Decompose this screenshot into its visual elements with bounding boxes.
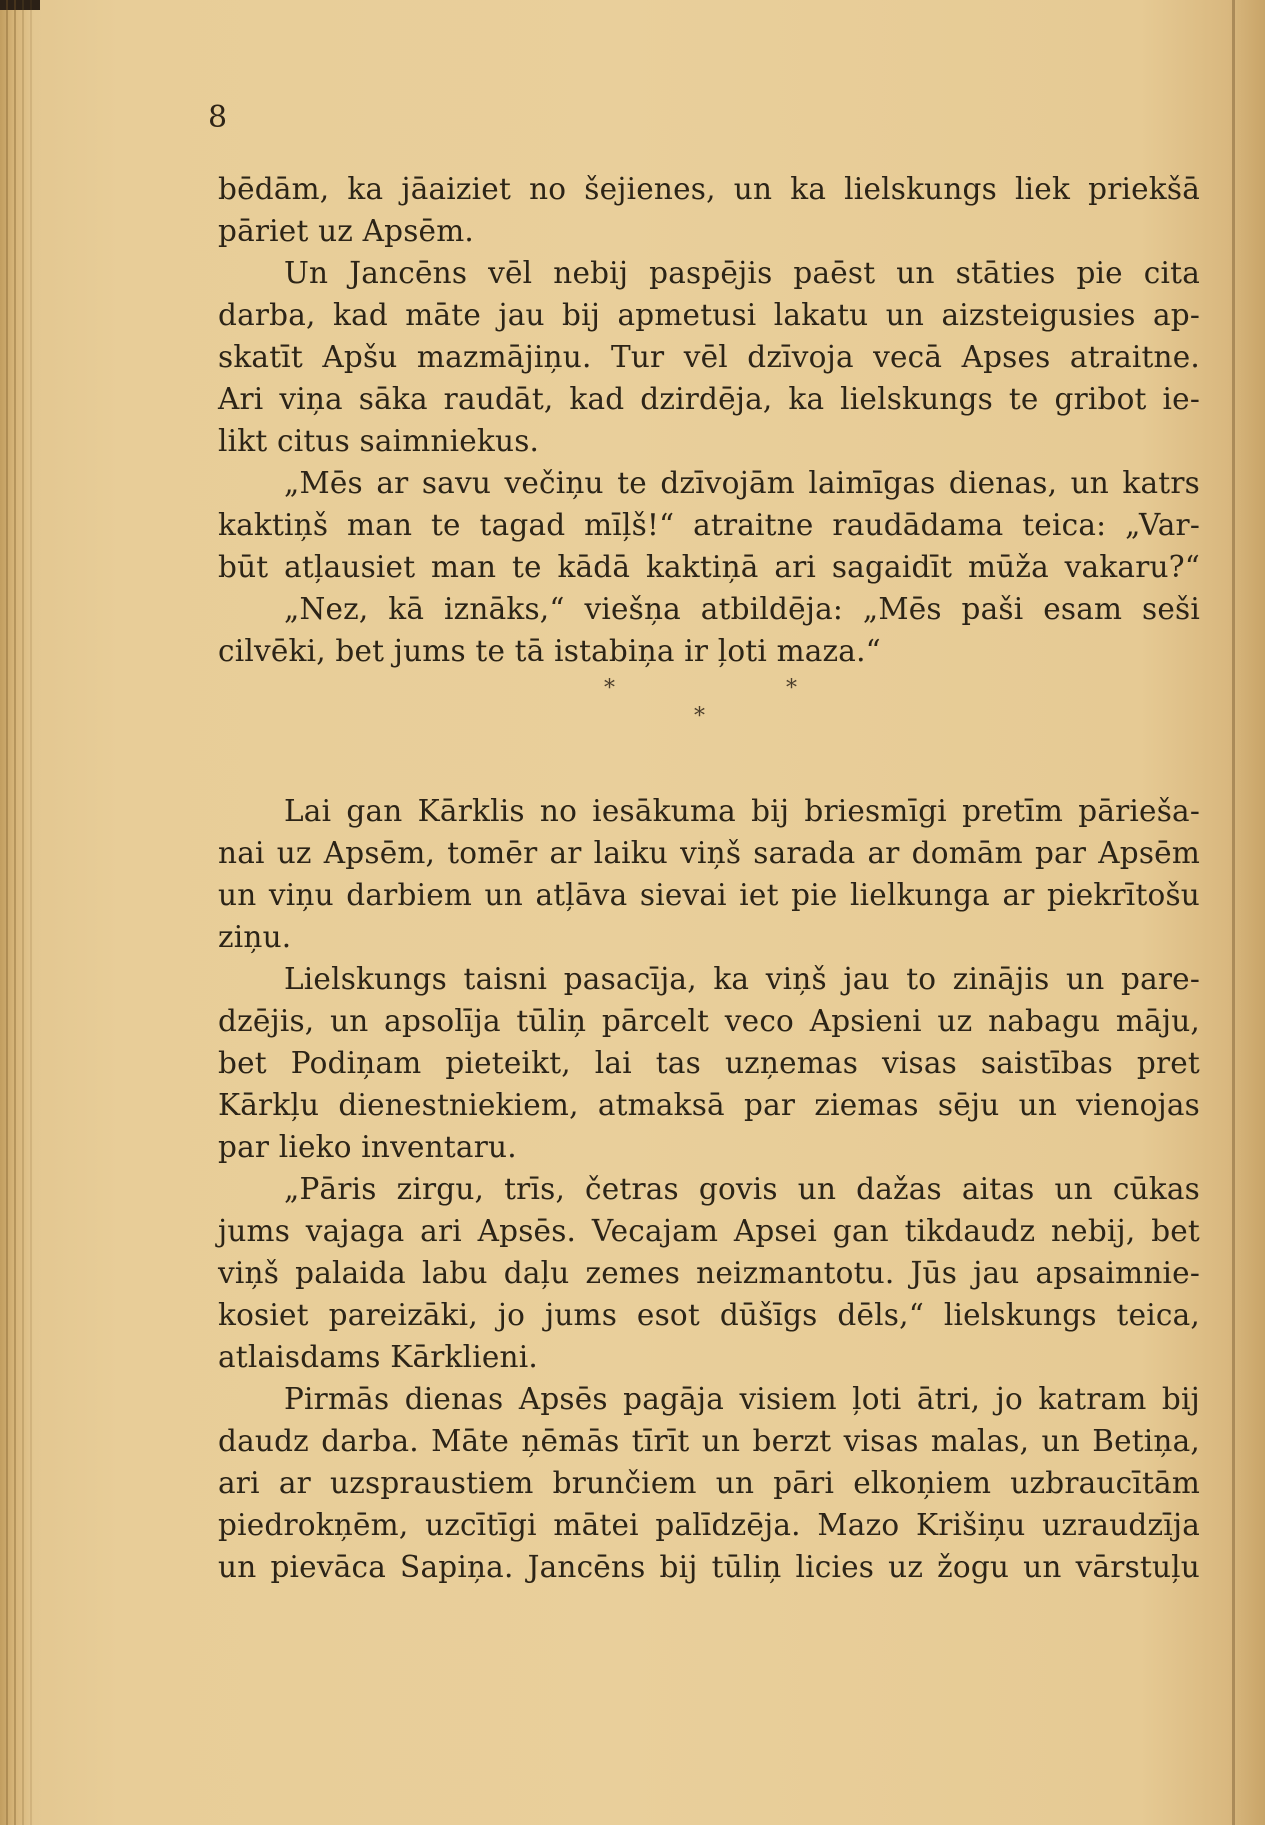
text-line: būt atļausiet man te kādā kaktiņā ari sagaidīt mūža vakaru?“	[218, 550, 1200, 584]
body-text	[218, 168, 1200, 1588]
text-line: pāriet uz Apsēm.	[218, 214, 474, 248]
text-line: kosiet pareizāki, jo jums esot dūšīgs dēls,“ lielskungs teica,	[218, 1298, 1200, 1332]
text-line: Lai gan Kārklis no iesākuma bij briesmīgi pretīm pārieša-	[284, 794, 1200, 828]
text-line: Un Jancēns vēl nebij paspējis paēst un stāties pie cita	[284, 256, 1200, 290]
text-line: viņš palaida labu daļu zemes neizmantotu. Jūs jau apsaimnie-	[218, 1256, 1200, 1290]
text-line: bēdām, ka jāaiziet no šejienes, un ka lielskungs liek priekšā	[218, 172, 1200, 206]
text-line: atlaisdams Kārklieni.	[218, 1340, 538, 1374]
text-line: bet Podiņam pieteikt, lai tas uzņemas visas saistības pret	[218, 1046, 1200, 1080]
text-line: nai uz Apsēm, tomēr ar laiku viņš sarada ar domām par Apsēm	[218, 836, 1200, 870]
text-line: skatīt Apšu mazmājiņu. Tur vēl dzīvoja vecā Apses atraitne.	[218, 340, 1200, 374]
text-line: par lieko inventaru.	[218, 1130, 517, 1164]
text-line: Ari viņa sāka raudāt, kad dzirdēja, ka lielskungs te gribot ie-	[218, 382, 1200, 416]
text-line: ari ar uzspraustiem brunčiem un pāri elkoņiem uzbraucītām	[218, 1466, 1200, 1500]
asterisk: *	[694, 704, 705, 729]
page-edge	[22, 0, 24, 1825]
page-number: 8	[208, 100, 229, 135]
asterisk: *	[786, 676, 797, 701]
text-line: cilvēki, bet jums te tā istabiņa ir ļoti maza.“	[218, 634, 881, 668]
page-edge	[30, 0, 32, 1825]
text-line: un pievāca Sapiņa. Jancēns bij tūliņ licies uz žogu un vārstuļu	[218, 1550, 1200, 1584]
text-line: dzējis, un apsolīja tūliņ pārcelt veco Apsieni uz nabagu māju,	[218, 1004, 1200, 1038]
page-edge	[6, 0, 8, 1825]
text-line: jums vajaga ari Apsēs. Vecajam Apsei gan tikdaudz nebij, bet	[218, 1214, 1200, 1248]
text-line: Pirmās dienas Apsēs pagāja visiem ļoti ātri, jo katram bij	[284, 1382, 1200, 1416]
section-separator	[218, 672, 1200, 790]
text-line: „Nez, kā iznāks,“ viešņa atbildēja: „Mēs paši esam seši	[284, 592, 1200, 626]
text-line: kaktiņš man te tagad mīļš!“ atraitne raudādama teica: „Var-	[218, 508, 1200, 542]
text-line: „Mēs ar savu večiņu te dzīvojām laimīgas dienas, un katrs	[284, 466, 1200, 500]
text-line: likt citus saimniekus.	[218, 424, 540, 458]
text-line: daudz darba. Māte ņēmās tīrīt un berzt visas malas, un Betiņa,	[218, 1424, 1200, 1458]
text-line: darba, kad māte jau bij apmetusi lakatu un aizsteigusies ap-	[218, 298, 1200, 332]
text-line: Kārkļu dienestniekiem, atmaksā par ziemas sēju un vienojas	[218, 1088, 1200, 1122]
binding-edge	[1232, 0, 1235, 1825]
text-line: un viņu darbiem un atļāva sievai iet pie lielkunga ar piekrītošu	[218, 878, 1200, 912]
text-line: ziņu.	[218, 920, 292, 954]
asterisk: *	[604, 676, 615, 701]
text-line: Lielskungs taisni pasacīja, ka viņš jau to zinājis un pare-	[284, 962, 1200, 996]
page-edge	[14, 0, 16, 1825]
text-line: piedrokņēm, uzcītīgi mātei palīdzēja. Mazo Krišiņu uzraudzīja	[218, 1508, 1200, 1542]
text-line: „Pāris zirgu, trīs, četras govis un dažas aitas un cūkas	[284, 1172, 1200, 1206]
